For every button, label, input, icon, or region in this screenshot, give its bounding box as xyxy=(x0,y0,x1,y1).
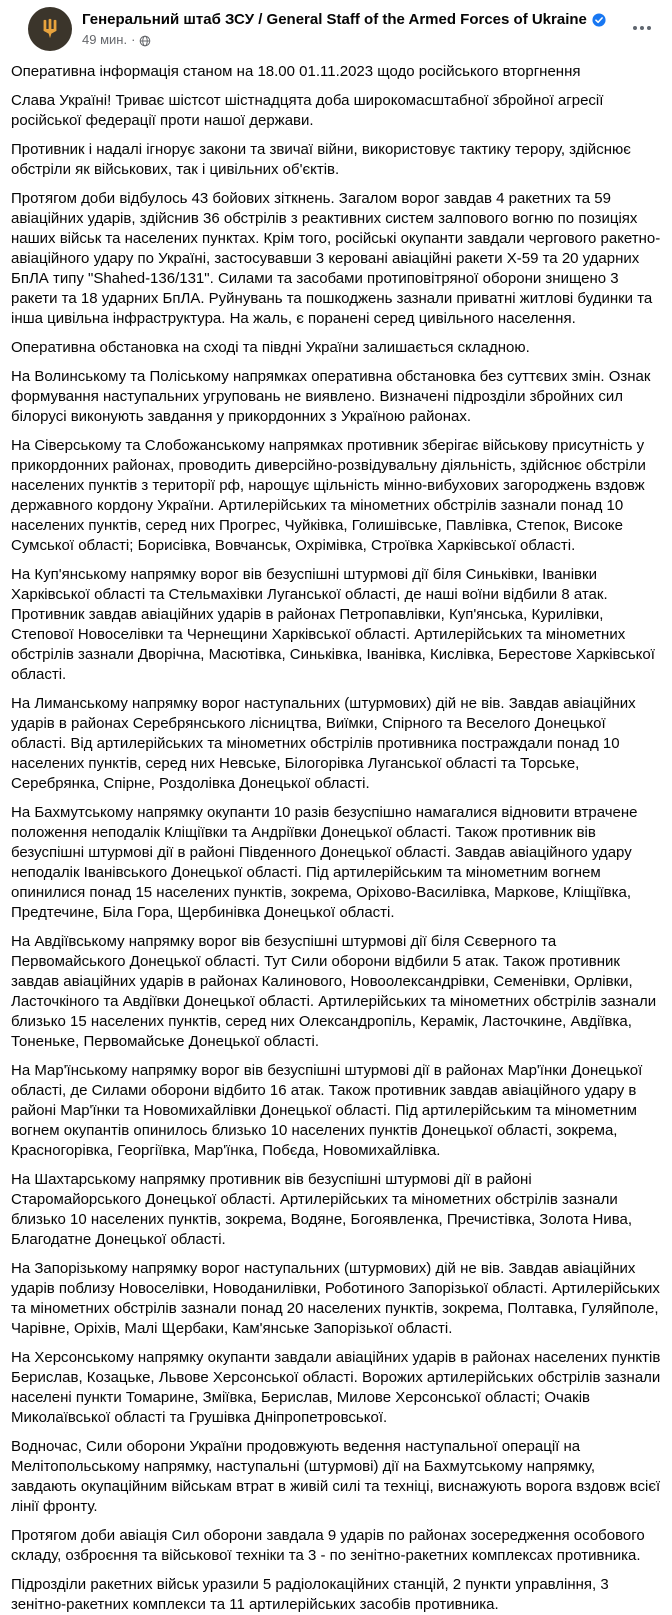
post-paragraph: На Шахтарському напрямку противник вів безуспішні штурмові дії в районі Старомайорського Донецької області. Артилерійських та мінометних обстрілів зазнали близько 10 населених пунктів, зокрема, Водяне, Богоявленка, Пречистівка, Золота Нива, Благодатне Донецької області. xyxy=(11,1171,633,1248)
post-body xyxy=(0,51,672,1615)
timestamp[interactable]: 49 мин. xyxy=(82,32,128,47)
post-paragraph: Противник і надалі ігнорує закони та звичаї війни, використовує тактику терору, здійснює обстріли як військових, так і цивільних об'єктів. xyxy=(11,141,631,178)
author-name[interactable]: Генеральний штаб ЗСУ / General Staff of the Armed Forces of Ukraine xyxy=(82,11,587,28)
post-paragraph: На Бахмутському напрямку окупанти 10 разів безуспішно намагалися відновити втрачене положення неподалік Кліщіївки та Андріївки Донецької області. Також противник вів безуспішні штурмові дії в районі Південного Донецької області. Завдав авіаційного удару неподалік Іванівського Донецької області. Під артилерійським та мінометним вогнем опинилися понад 15 населених пунктів, зокрема, Оріхово-Василівка, Маркове, Кліщіївка, Предтечине, Біла Гора, Щербинівка Донецької області. xyxy=(11,804,638,921)
post-paragraph: Оперативна обстановка на сході та півдні України залишається складною. xyxy=(11,339,530,356)
post-paragraph: Водночас, Сили оборони України продовжують ведення наступальної операції на Мелітопольському напрямку, наступальні (штурмові) дії на Бахмутському напрямку, завдають окупаційним військам втрат в живій силі та техніці, виснажують ворога вздовж всієї лінії фронту. xyxy=(11,1438,661,1515)
post-paragraph: Слава Україні! Триває шістсот шістнадцята доба широкомасштабної збройної агресії російської федерації проти нашої держави. xyxy=(11,92,604,129)
more-options-icon xyxy=(633,26,651,30)
post-paragraph: Оперативна інформація станом на 18.00 01.11.2023 щодо російського вторгнення xyxy=(11,63,581,80)
post-header-text xyxy=(82,7,606,48)
post-paragraph: На Авдіївському напрямку ворог вів безуспішні штурмові дії біля Сєверного та Первомайського Донецької області. Тут Сили оборони відбили 5 атак. Також противник завдав авіаційних ударів в районах Калинового, Новоолександрівки, Семенівки, Орлівки, Ласточкіного та Авдіївки Донецької області. Артилерійських та мінометних обстрілів зазнали близько 15 населених пунктів, серед них Олександропіль, Керамік, Ласточкине, Авдіївка, Тоненьке, Первомайське Донецької області. xyxy=(11,933,657,1050)
post-paragraph: На Куп'янському напрямку ворог вів безуспішні штурмові дії біля Синьківки, Іванівки Харківської області та Стельмахівки Луганської області, де наші воїни відбили 8 атак. Противник завдав авіаційних ударів в районах Петропавлівки, Куп'янська, Курилівки, Степової Новоселівки та Чернещини Харківської області. Артилерійських та мінометних обстрілів зазнали Дворічна, Масютівка, Синьківка, Іванівка, Кислівка, Берестове Харківської області. xyxy=(11,566,655,683)
post-paragraph: Протягом доби авіація Сил оборони завдала 9 ударів по районах зосередження особового складу, озброєння та військової техніки та 3 - по зенітно-ракетних комплексах противника. xyxy=(11,1527,645,1564)
more-options-button[interactable] xyxy=(626,16,658,40)
post-paragraph: Підрозділи ракетних військ уразили 5 радіолокаційних станцій, 2 пункти управління, 3 зенітно-ракетних комплекси та 11 артилерійських засобів противника. xyxy=(11,1576,609,1613)
post-meta xyxy=(82,32,606,48)
post-paragraph: На Херсонському напрямку окупанти завдали авіаційних ударів в районах населених пунктів Берислав, Козацьке, Львове Херсонської області. Ворожих артилерійських обстрілів зазнали населені пункти Томарине, Зміївка, Берислав, Милове Херсонської області; Очаків Миколаївської області та Грушівка Дніпропетровської. xyxy=(11,1349,661,1426)
author-row xyxy=(82,10,606,29)
post-paragraph: На Мар'їнському напрямку ворог вів безуспішні штурмові дії в районах Мар'їнки Донецької області, де Силами оборони відбито 16 атак. Також противник завдав авіаційного удару в районі Мар'їнки та Новомихайлівки Донецької області. Під артилерійським та мінометним вогнем окупантів опинилось близько 10 населених пунктів Донецької області, зокрема, Красногорівка, Георгіївка, Мар'їнка, Побєда, Новомихайлівка. xyxy=(11,1062,643,1159)
meta-separator: · xyxy=(131,32,136,47)
post-header xyxy=(0,0,672,51)
post-paragraph: На Волинському та Поліському напрямках оперативна обстановка без суттєвих змін. Ознак формування наступальних угруповань не виявлено. Визначені підрозділи збройних сил білорусі виконують завдання у прикордонних з Україною районах. xyxy=(11,368,651,425)
post-paragraph: Протягом доби відбулось 43 бойових зіткнень. Загалом ворог завдав 4 ракетних та 59 авіаційних ударів, здійснив 36 обстрілів з реактивних систем залпового вогню по позиціях наших військ та населених пунктах. Крім того, російські окупанти завдали чергового ракетно-авіаційного удару по Україні, застосувавши 3 керовані авіаційні ракети Х-59 та 20 ударних БпЛА типу "Shahed-136/131". Силами та засобами протиповітряної оборони знищено 3 ракети та 18 ударних БпЛА. Руйнувань та пошкоджень зазнали приватні житлові будинки та інша цивільна інфраструктура. На жаль, є поранені серед цивільного населення. xyxy=(11,190,661,327)
post-paragraph: На Сіверському та Слобожанському напрямках противник зберігає військову присутність у прикордонних районах, проводить диверсійно-розвідувальну діяльність, здійснює обстріли населених пунктів з території рф, нарощує щільність мінно-вибухових загороджень вздовж державного кордону України. Артилерійських та мінометних обстрілів зазнали понад 10 населених пунктів, серед них Прогрес, Чуйківка, Голишівське, Павлівка, Степок, Високе Сумської області; Борисівка, Вовчанськ, Охрімівка, Строївка Харківської області. xyxy=(11,437,646,554)
globe-icon xyxy=(139,35,151,47)
post-paragraph: На Запорізькому напрямку ворог наступальних (штурмових) дій не вів. Завдав авіаційних ударів поблизу Новоселівки, Новоданилівки, Роботиного Запорізької області. Артилерійських та мінометних обстрілів зазнали понад 20 населених пунктів, зокрема, Полтавка, Гуляйполе, Чарівне, Оріхів, Малі Щербаки, Кам'янське Запорізької області. xyxy=(11,1260,660,1337)
avatar[interactable] xyxy=(28,7,72,51)
post-paragraph: На Лиманському напрямку ворог наступальних (штурмових) дій не вів. Завдав авіаційних ударів в районах Серебрянського лісництва, Виїмки, Спірного та Веселого Донецької області. Від артилерійських та мінометних обстрілів противника постраждали понад 10 населених пунктів, серед них Невське, Білогорівка Луганської області та Торське, Серебрянка, Спірне, Роздолівка Донецької області. xyxy=(11,695,636,792)
verified-badge-icon xyxy=(592,13,606,27)
ukraine-trident-icon xyxy=(39,18,61,40)
